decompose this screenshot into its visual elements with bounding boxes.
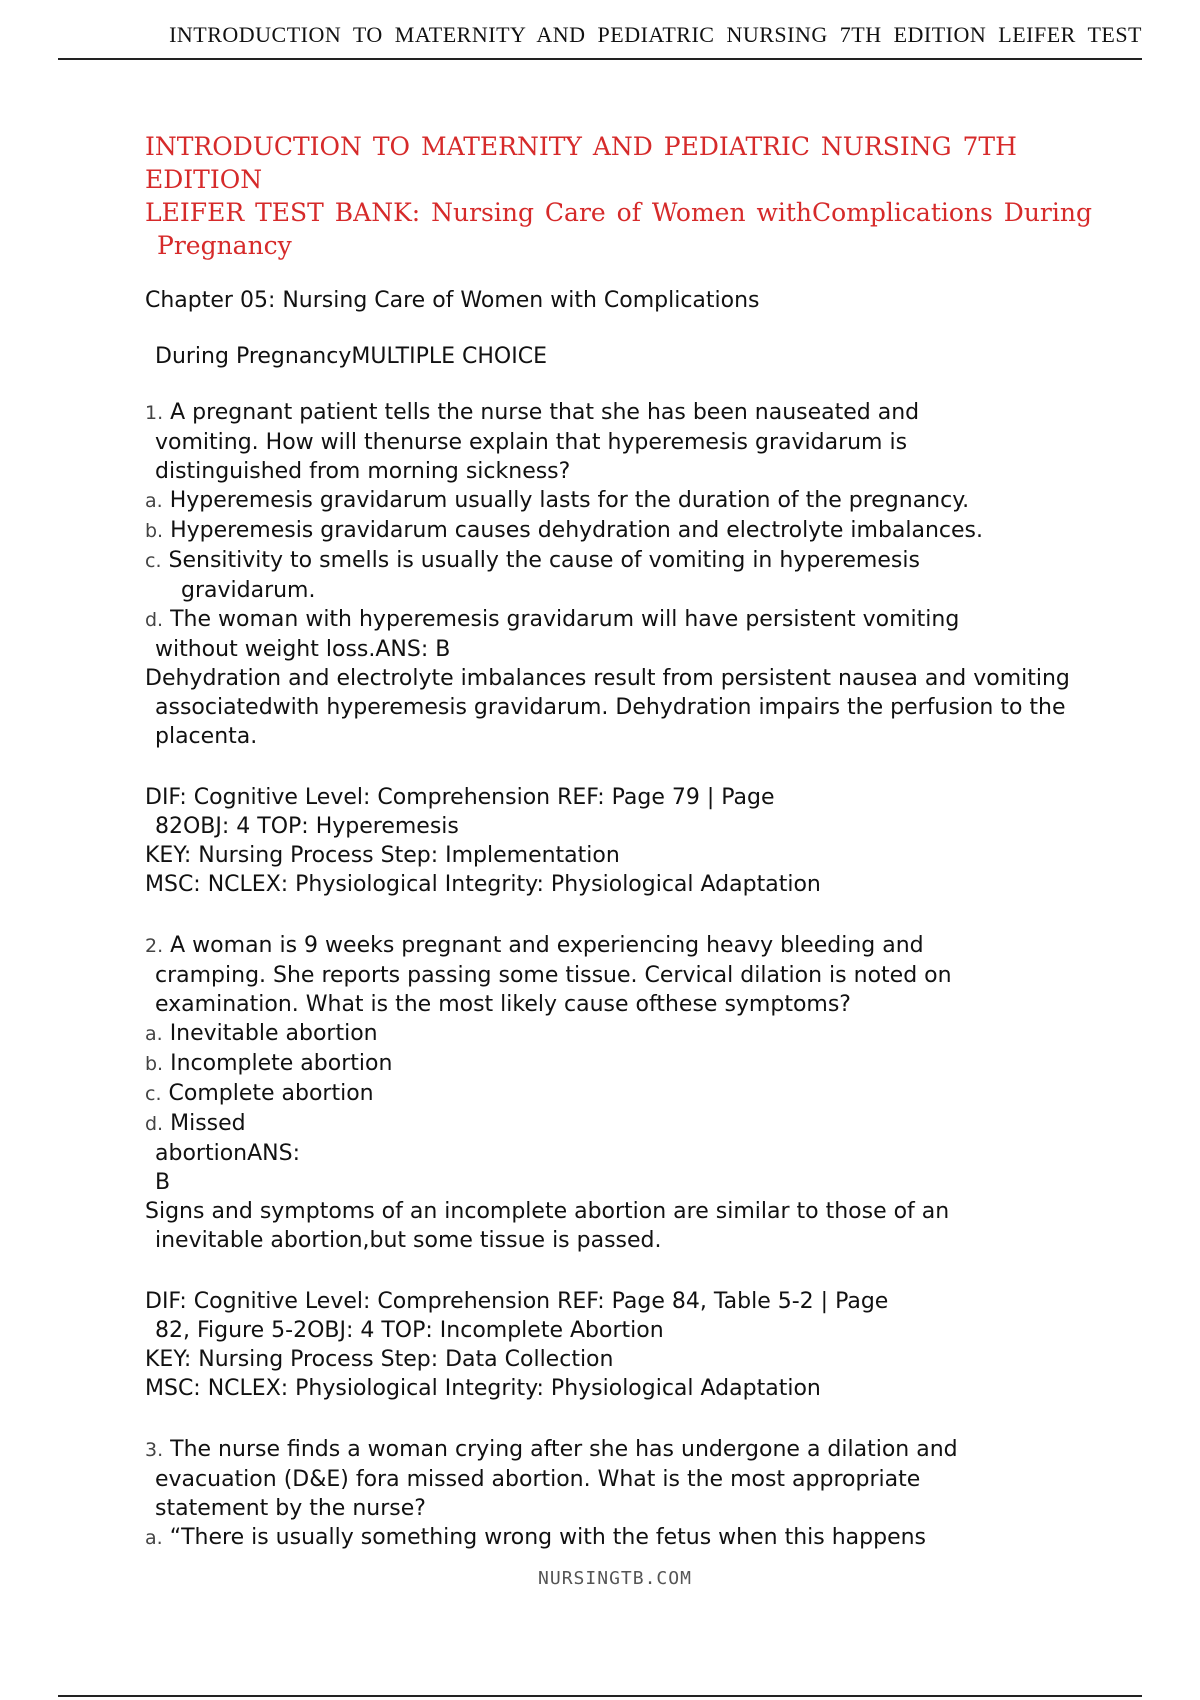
answer-option-a bbox=[145, 486, 1130, 516]
option-text: Inevitable abortion bbox=[169, 1021, 378, 1046]
difficulty-reference: DIF: Cognitive Level: Comprehension REF: Page 84, Table 5-2 | Page bbox=[145, 1289, 889, 1314]
rationale-line: inevitable abortion,but some tissue is passed. bbox=[155, 1228, 662, 1253]
option-letter: a. bbox=[145, 1527, 163, 1549]
option-letter: c. bbox=[145, 1083, 162, 1105]
objective-topic: 82OBJ: 4 TOP: Hyperemesis bbox=[155, 814, 459, 839]
answer-option-b bbox=[145, 1049, 1130, 1079]
objective-topic: 82, Figure 5-2OBJ: 4 TOP: Incomplete Abortion bbox=[155, 1318, 664, 1343]
stem-line: evacuation (D&E) fora missed abortion. What is the most appropriate bbox=[155, 1467, 921, 1492]
stem-line: vomiting. How will thenurse explain that hyperemesis gravidarum is bbox=[155, 430, 908, 455]
section-heading: During PregnancyMULTIPLE CHOICE bbox=[155, 344, 547, 369]
document-body bbox=[145, 130, 1130, 1553]
document-title bbox=[145, 130, 1130, 262]
difficulty-reference: DIF: Cognitive Level: Comprehension REF: Page 79 | Page bbox=[145, 785, 775, 810]
option-text: Sensitivity to smells is usually the cause of vomiting in hyperemesis bbox=[168, 548, 920, 573]
question-3 bbox=[145, 1435, 1130, 1553]
rationale bbox=[145, 664, 1130, 751]
answer-option-b bbox=[145, 516, 1130, 546]
rationale-line: Dehydration and electrolyte imbalances result from persistent nausea and vomiting bbox=[145, 666, 1070, 691]
question-metadata bbox=[145, 1287, 1130, 1403]
option-text: Missed bbox=[170, 1111, 246, 1136]
option-text: Hyperemesis gravidarum causes dehydration and electrolyte imbalances. bbox=[170, 518, 984, 543]
chapter-heading: Chapter 05: Nursing Care of Women with Complications bbox=[145, 288, 760, 313]
answer-option-a bbox=[145, 1523, 1130, 1553]
bottom-divider bbox=[58, 1695, 1142, 1697]
nclex-category: MSC: NCLEX: Physiological Integrity: Physiological Adaptation bbox=[145, 872, 821, 897]
title-line: LEIFER TEST BANK: Nursing Care of Women withComplications During bbox=[145, 198, 1092, 227]
answer-option-d bbox=[145, 1109, 1130, 1139]
footer-watermark: NURSINGTB.COM bbox=[538, 1568, 692, 1589]
answer-line: B bbox=[155, 1170, 171, 1195]
stem-line: cramping. She reports passing some tissue. Cervical dilation is noted on bbox=[155, 963, 952, 988]
title-line: INTRODUCTION TO MATERNITY AND PEDIATRIC NURSING 7TH EDITION bbox=[145, 132, 1017, 194]
key-step: KEY: Nursing Process Step: Data Collection bbox=[145, 1347, 614, 1372]
question-metadata bbox=[145, 783, 1130, 899]
option-letter: b. bbox=[145, 520, 164, 542]
stem-line: distinguished from morning sickness? bbox=[155, 459, 571, 484]
question-1 bbox=[145, 398, 1130, 899]
option-text: Incomplete abortion bbox=[170, 1051, 393, 1076]
option-letter: a. bbox=[145, 1023, 163, 1045]
option-letter: c. bbox=[145, 550, 162, 572]
question-2 bbox=[145, 931, 1130, 1403]
question-number: 3. bbox=[145, 1439, 164, 1461]
stem-line: A woman is 9 weeks pregnant and experiencing heavy bleeding and bbox=[170, 933, 924, 958]
question-stem bbox=[145, 931, 1130, 1019]
question-stem bbox=[145, 398, 1130, 486]
key-step: KEY: Nursing Process Step: Implementation bbox=[145, 843, 620, 868]
answer-option-c bbox=[145, 1079, 1130, 1109]
option-text: gravidarum. bbox=[181, 578, 316, 603]
option-text: The woman with hyperemesis gravidarum will have persistent vomiting bbox=[170, 607, 960, 632]
answer-option-d bbox=[145, 605, 1130, 664]
question-number: 2. bbox=[145, 935, 164, 957]
stem-line: The nurse finds a woman crying after she has undergone a dilation and bbox=[170, 1437, 958, 1462]
rationale-line: Signs and symptoms of an incomplete abortion are similar to those of an bbox=[145, 1199, 950, 1224]
rationale-line: associatedwith hyperemesis gravidarum. Dehydration impairs the perfusion to the bbox=[155, 695, 1066, 720]
question-number: 1. bbox=[145, 402, 164, 424]
answer-line: abortionANS: bbox=[155, 1141, 300, 1166]
answer-key bbox=[145, 1139, 1130, 1197]
rationale-line: placenta. bbox=[155, 724, 258, 749]
rationale bbox=[145, 1197, 1130, 1255]
question-stem bbox=[145, 1435, 1130, 1523]
stem-line: A pregnant patient tells the nurse that she has been nauseated and bbox=[170, 400, 920, 425]
option-text: “There is usually something wrong with the fetus when this happens bbox=[169, 1525, 927, 1550]
title-line: Pregnancy bbox=[157, 231, 292, 260]
option-text: Complete abortion bbox=[168, 1081, 374, 1106]
answer-key: without weight loss.ANS: B bbox=[155, 637, 451, 662]
option-letter: b. bbox=[145, 1053, 164, 1075]
option-letter: d. bbox=[145, 609, 164, 631]
option-text: Hyperemesis gravidarum usually lasts for the duration of the pregnancy. bbox=[169, 488, 970, 513]
option-letter: d. bbox=[145, 1113, 164, 1135]
stem-line: examination. What is the most likely cause ofthese symptoms? bbox=[155, 992, 851, 1017]
answer-option-c bbox=[145, 546, 1130, 605]
answer-option-a bbox=[145, 1019, 1130, 1049]
stem-line: statement by the nurse? bbox=[155, 1496, 426, 1521]
option-letter: a. bbox=[145, 490, 163, 512]
running-header: INTRODUCTION TO MATERNITY AND PEDIATRIC NURSING 7TH EDITION LEIFER TEST bbox=[58, 18, 1142, 60]
nclex-category: MSC: NCLEX: Physiological Integrity: Physiological Adaptation bbox=[145, 1376, 821, 1401]
